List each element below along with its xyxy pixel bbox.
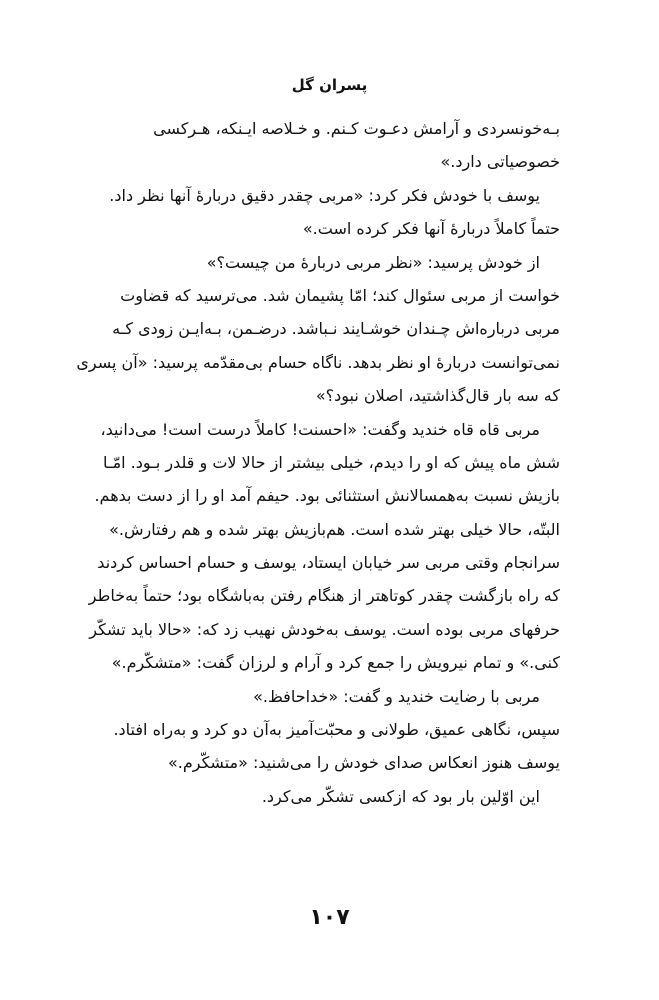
text-line: بـه‌خونسردی و آرامش دعـوت کـنم. و خـلاصه ایـنکه، هـرکسی xyxy=(153,119,560,138)
text-line: یوسف هنوز انعکاس صدای خودش را می‌شنید: «متشکّرم.» xyxy=(167,753,560,773)
running-header: پسران گل xyxy=(291,76,368,94)
text-line: بازیش نسبت به‌همسالانش استثنائی بود. حیفم آمد او را از دست بدهم. xyxy=(94,486,560,506)
text-line: که راه بازگشت چقدر کوتاهتر از هنگام رفتن به‌باشگاه بود؛ حتماً به‌خاطر xyxy=(88,586,560,606)
text-line: نمی‌توانست دربارهٔ او نظر بدهد. ناگاه حسام بی‌مقدّمه پرسید: «آن پسری xyxy=(76,352,560,372)
text-line: یوسف با خودش فکر کرد: «مربی چقدر دقیق دربارهٔ آنها نظر داد. xyxy=(109,185,540,205)
text-line: سرانجام وقتی مربی سر خیابان ایستاد، یوسف و حسام احساس کردند xyxy=(97,553,560,573)
text-line: حرفهای مربی بوده است. یوسف به‌خودش نهیب زد که: «حالا باید تشکّر xyxy=(89,619,560,639)
text-line: این اوّلین بار بود که ازکسی تشکّر می‌کرد. xyxy=(261,786,540,806)
page-number: ۱۰۷ xyxy=(309,905,350,930)
text-line: خواست از مربی سئوال کند؛ امّا پشیمان شد. می‌ترسید که قضاوت xyxy=(120,285,560,305)
text-line: مربی قاه قاه خندید وگفت: «احسنت! کاملاً درست است! می‌دانید، xyxy=(100,419,540,439)
page-body xyxy=(76,112,560,813)
text-line: خصوصیاتی دارد.» xyxy=(440,152,560,172)
text-line: مربی با رضایت خندید و گفت: «خداحافظ.» xyxy=(253,686,540,706)
text-line: حتماً کاملاً دربارهٔ آنها فکر کرده است.» xyxy=(302,219,560,239)
text-line: مربی درباره‌اش چـندان خوشـایند نـباشد. درضـمن، بـه‌ایـن زودی کـه xyxy=(112,319,560,339)
text-line: از خودش پرسید: «نظر مربی دربارهٔ من چیست؟» xyxy=(206,252,540,272)
text-line: کنی.» و تمام نیرویش را جمع کرد و آرام و لرزان گفت: «متشکّرم.» xyxy=(111,653,560,673)
text-line: شش ماه پیش‌ که او را دیدم، خیلی بیشتر از حالا لات و قلدر بـود. امّـا xyxy=(103,452,560,472)
text-line: که سه بار قال‌گذاشتید، اصلان نبود؟» xyxy=(315,386,560,406)
text-line: سپس، نگاهی عمیق، طولانی و محبّت‌آمیز به‌آن دو کرد و به‌راه افتاد. xyxy=(113,720,560,740)
text-line: البتّه، حالا خیلی بهتر شده است. هم‌بازیش بهتر شده و هم رفتارش.» xyxy=(109,519,560,539)
